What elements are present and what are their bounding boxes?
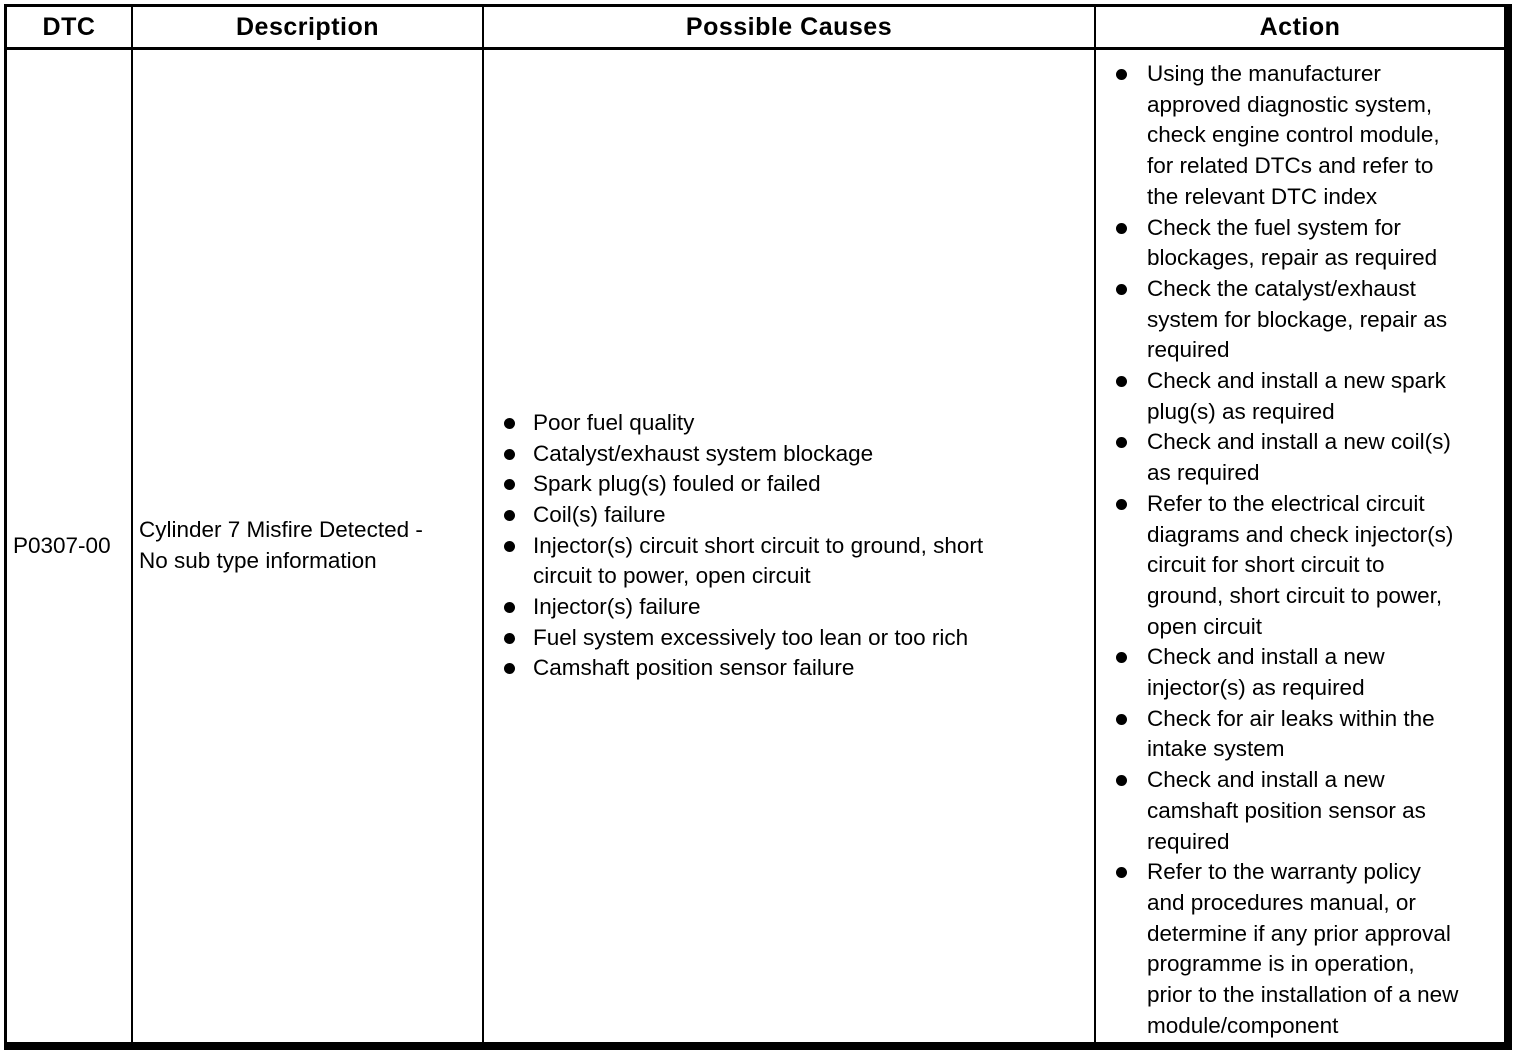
bullet-list-item xyxy=(1116,489,1504,643)
bullet-icon xyxy=(1116,284,1127,295)
bullet-list-item xyxy=(504,469,1094,500)
bullet-list-item xyxy=(1116,427,1504,488)
column-header-dtc-label: DTC xyxy=(42,12,96,41)
bullet-list-item xyxy=(1116,765,1504,857)
table-cell-action xyxy=(1096,50,1504,1042)
table-cell-dtc xyxy=(7,50,133,1042)
bullet-icon xyxy=(1116,376,1127,387)
bullet-list-item xyxy=(1116,366,1504,427)
bullet-icon xyxy=(1116,775,1127,786)
bullet-item-text: Fuel system excessively too lean or too rich xyxy=(533,624,969,650)
bullet-icon xyxy=(504,541,515,552)
bullet-list-item xyxy=(1116,59,1504,213)
dtc-code: P0307-00 xyxy=(13,532,111,558)
bullet-icon xyxy=(504,663,515,674)
bullet-list-item xyxy=(504,531,1094,592)
dtc-table xyxy=(4,4,1512,1050)
bullet-item-text: Refer to the electrical circuit diagrams and check injector(s) circuit for short circuit to ground, short circuit to power, open circuit xyxy=(1147,490,1454,639)
bullet-item-text: Check and install a new coil(s) as required xyxy=(1147,429,1451,486)
bullet-item-text: Check for air leaks within the intake system xyxy=(1147,705,1435,762)
bullet-icon xyxy=(1116,223,1127,234)
bullet-icon xyxy=(504,510,515,521)
bullet-item-text: Injector(s) failure xyxy=(533,594,701,620)
table-cell-description xyxy=(133,50,484,1042)
bullet-icon xyxy=(504,449,515,460)
bullet-list-item xyxy=(1116,857,1504,1041)
bullet-item-text: Injector(s) circuit short circuit to ground, short circuit to power, open circuit xyxy=(533,532,984,589)
bullet-icon xyxy=(504,602,515,613)
bullet-icon xyxy=(504,633,515,644)
column-header-dtc xyxy=(7,7,133,50)
table-cell-possible-causes xyxy=(484,50,1096,1042)
bullet-list-item xyxy=(1116,213,1504,274)
column-header-action xyxy=(1096,7,1504,50)
column-header-description-label: Description xyxy=(235,12,380,41)
bullet-list-item xyxy=(504,592,1094,623)
bullet-item-text: Camshaft position sensor failure xyxy=(533,655,855,681)
bullet-item-text: Coil(s) failure xyxy=(533,501,666,527)
bullet-list-item xyxy=(1116,704,1504,765)
bullet-list-item xyxy=(504,408,1094,439)
bullet-item-text: Check and install a new camshaft position sensor as required xyxy=(1147,767,1426,854)
bullet-item-text: Poor fuel quality xyxy=(533,409,695,435)
possible-causes-list xyxy=(484,408,1094,684)
bullet-item-text: Catalyst/exhaust system blockage xyxy=(533,440,874,466)
bullet-item-text: Check the catalyst/exhaust system for blockage, repair as required xyxy=(1147,275,1448,363)
bullet-icon xyxy=(1116,652,1127,663)
bullet-item-text: Check and install a new spark plug(s) as required xyxy=(1147,368,1446,424)
bullet-icon xyxy=(1116,867,1127,878)
bullet-icon xyxy=(1116,69,1127,80)
bullet-item-text: Check the fuel system for blockages, repair as required xyxy=(1147,214,1438,271)
bullet-list-item xyxy=(504,653,1094,684)
bullet-list-item xyxy=(504,500,1094,531)
bullet-icon xyxy=(1116,499,1127,510)
bullet-list-item xyxy=(1116,642,1504,703)
bullet-list-item xyxy=(504,623,1094,654)
bullet-item-text: Using the manufacturer approved diagnostic system, check engine control module, for related DTCs and refer to the relevant DTC index xyxy=(1147,61,1440,209)
column-header-action-label: Action xyxy=(1259,12,1341,41)
bullet-list-item xyxy=(1116,274,1504,366)
bullet-icon xyxy=(504,479,515,490)
bullet-list-item xyxy=(504,439,1094,470)
bullet-item-text: Check and install a new injector(s) as required xyxy=(1147,644,1385,701)
column-header-possible-causes xyxy=(484,7,1096,50)
action-list xyxy=(1096,59,1504,1042)
bullet-item-text: Refer to the warranty policy and procedures manual, or determine if any prior approval programme is in operation, prior to the installation of a new module/component xyxy=(1147,859,1459,1038)
bullet-icon xyxy=(1116,714,1127,725)
column-header-possible-causes-label: Possible Causes xyxy=(685,12,893,41)
bullet-item-text: Spark plug(s) fouled or failed xyxy=(533,471,821,497)
bullet-icon xyxy=(504,418,515,429)
dtc-description: Cylinder 7 Misfire Detected - No sub type information xyxy=(139,517,423,573)
column-header-description xyxy=(133,7,484,50)
bullet-icon xyxy=(1116,437,1127,448)
